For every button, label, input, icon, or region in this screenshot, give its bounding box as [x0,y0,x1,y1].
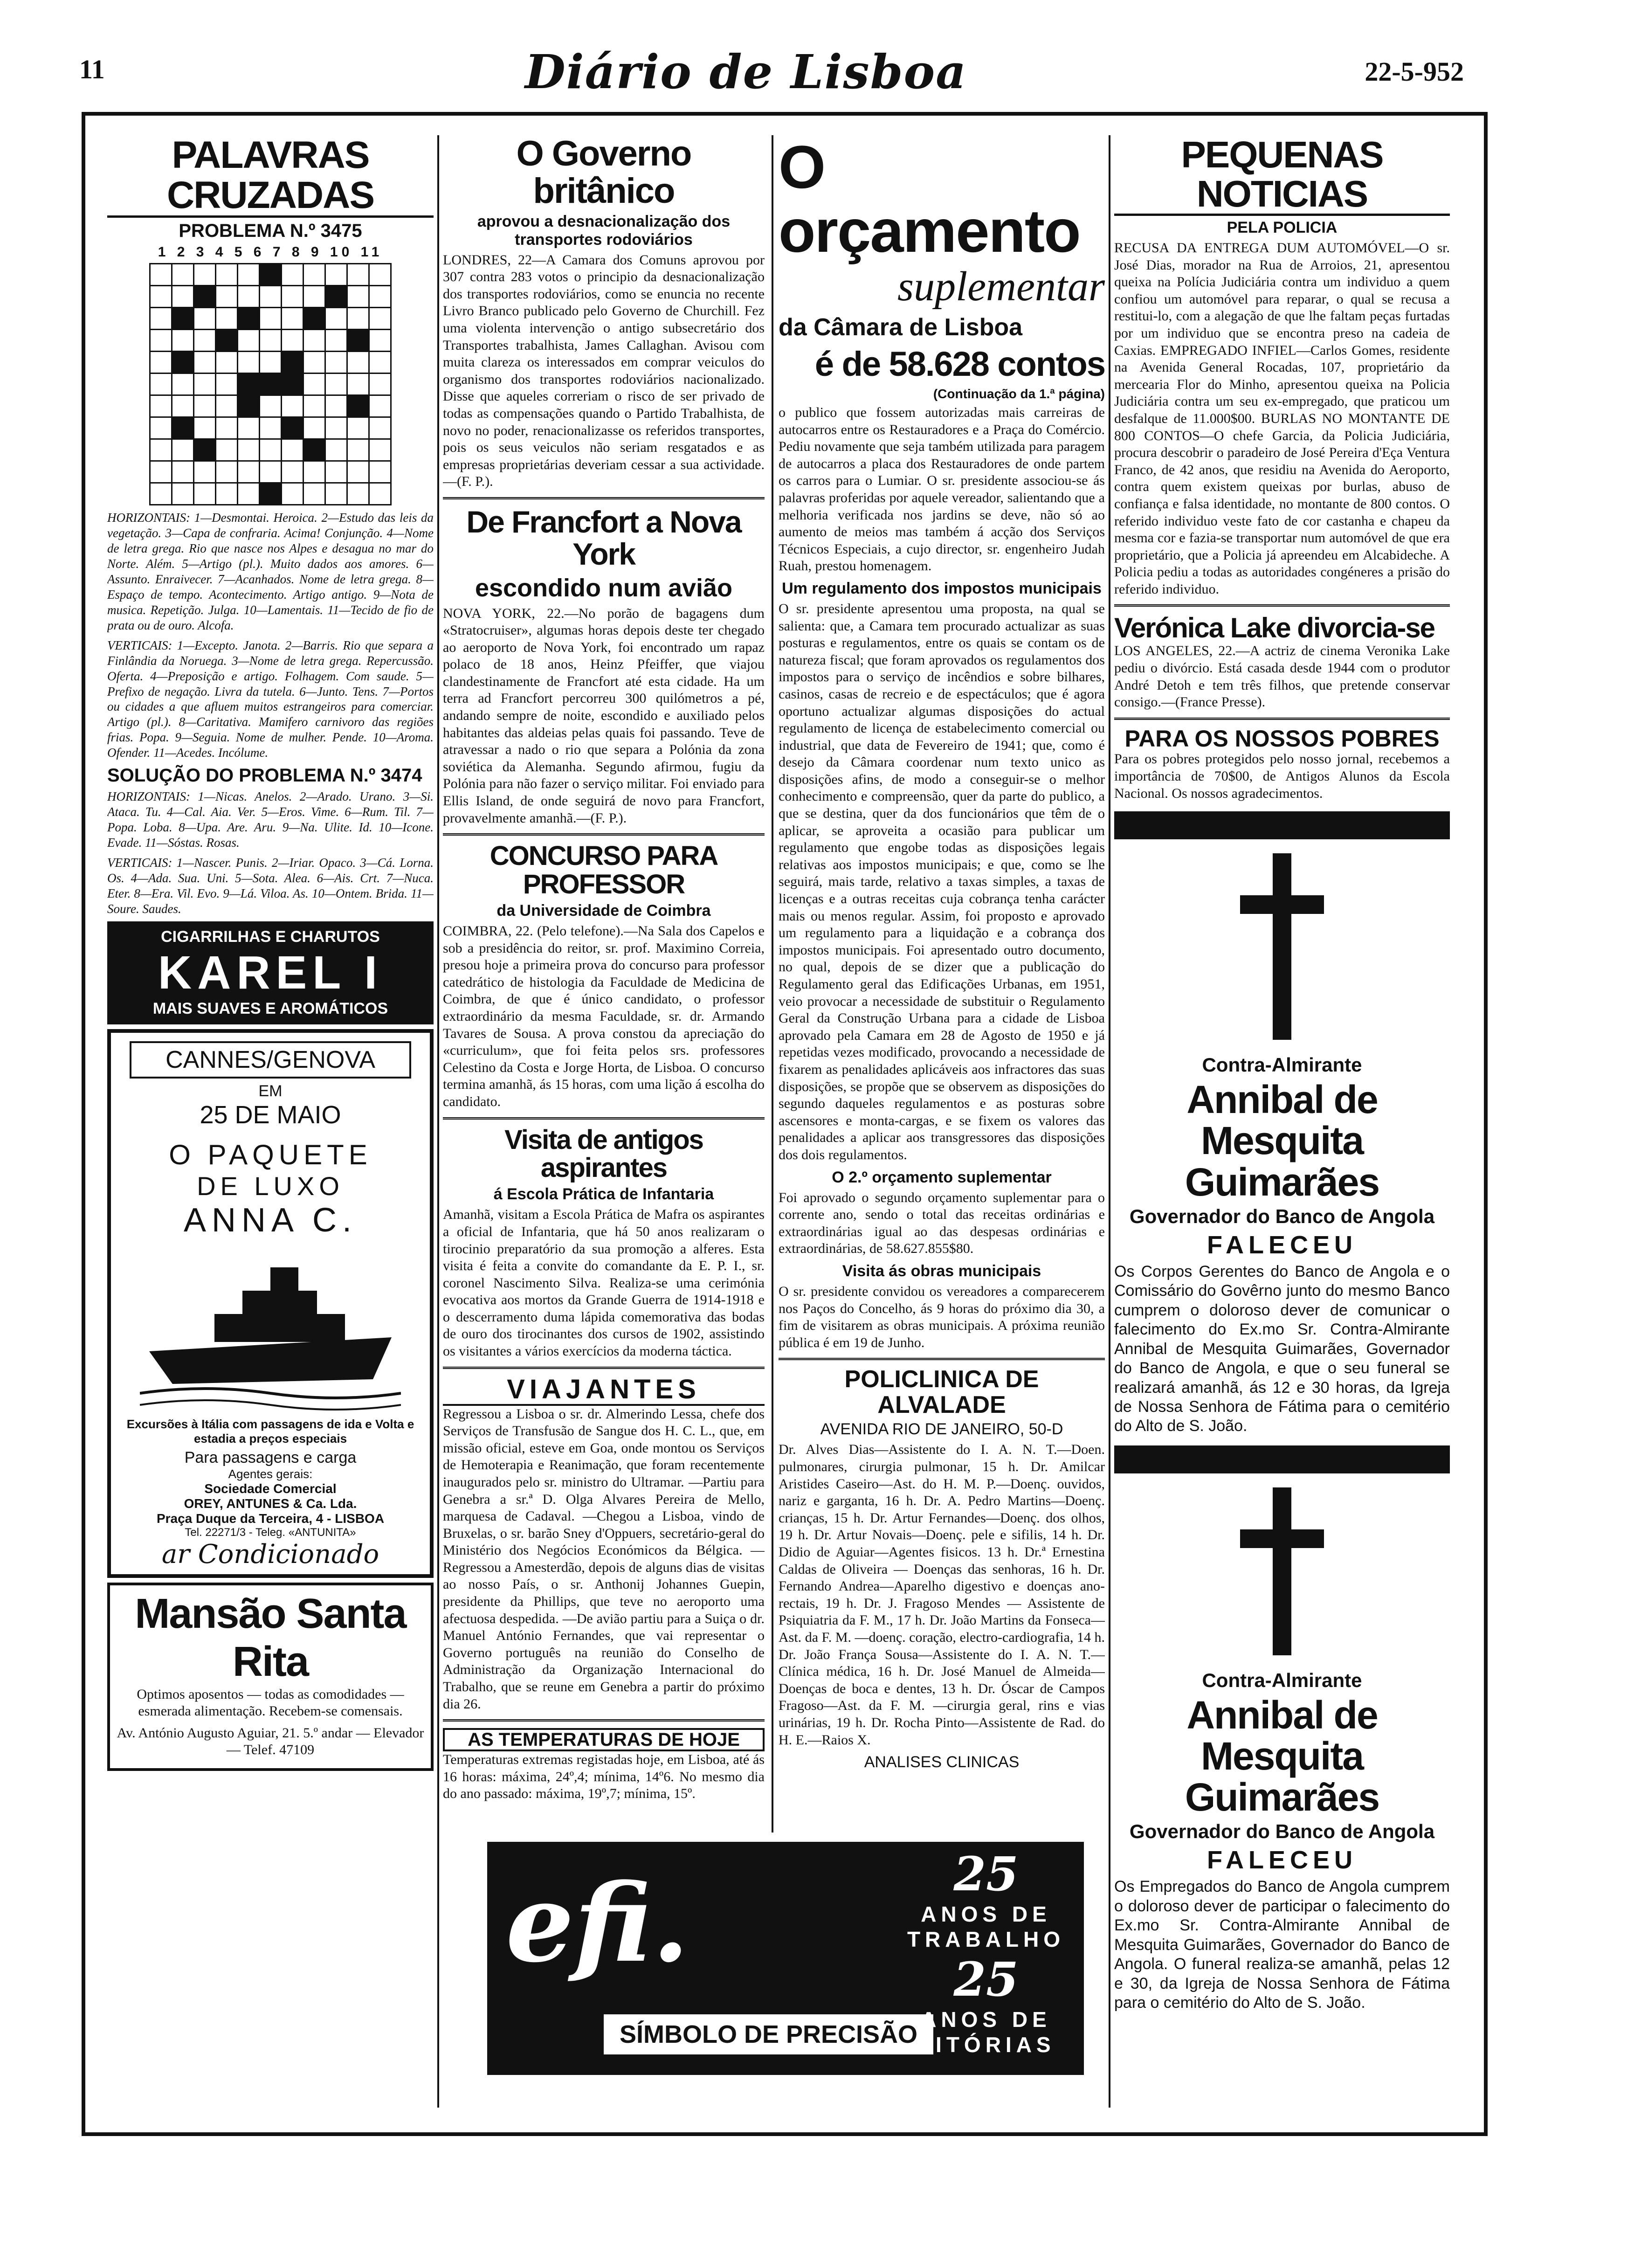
solution-horizontal: HORIZONTAIS: 1—Nicas. Anelos. 2—Arado. Urano. 3—Si. Ataca. Tu. 4—Cal. Aia. Ver. 5—Eros. Vime. 6—Rum. Til. 7—Popa. Loba. 8—Upa. Are. Aru. 9—Na. Ulite. Id. 10—Icone. Evade. 11—Sóstas. Rosas. [107,789,434,850]
section-heading: PELA POLICIA [1227,219,1338,236]
solution-title: SOLUÇÃO DO PROBLEMA N.º 3474 [107,765,422,786]
article-subtitle: aprovou a desnacionalização dos transportes rodoviários [477,212,731,249]
policlinica-body: Dr. Alves Dias—Assistente do I. A. N. T.—Doen. pulmonares, cirurgia pulmonar, 15 h. Dr. Amilcar Aristides Caseiro—Ast. do H. M. P.—Doenç. ouvidos, nariz e garganta, 16 h. Dr. A. Pedro Martins—Doenç. crianças, 15 h. Dr. Artur Fernandes—Doenç. dos olhos, 19 h. Dr. Artur Novais—Doenç. pele e sifilis, 14 h. Dr. Didio de Aguiar—Agentes fisicos. 13 h. Dr.ª Ernestina Caldas de Oliveira — Doenças das senhoras, 16 h. Dr. Fernando Andrea—Aparelho digestivo e doenças ano-rectais, 19 h. Dr. J. Fragoso Mendes — Assistente de Psiquiatria da F. M., 17 h. Dr. João Martins da Fonseca—Ast. da F. M. —doenç. coração, electro-cardiografia, 14 h. Dr. João França Sousa—Assistente do I. A. N. T.—Clínica médica, 16 h. Dr. José Manuel de Almeida—Doenças de boca e dentes, 13 h. Dr. Óscar de Campos Fragoso—Ast. da F. M. —cirurgia geral, rins e vias urinárias, 19 h. Dr. Rocha Pinto—Assistente de Rad. do H. E.—Raios X. [779,1442,1105,1748]
cannes-ad [107,1029,434,1578]
section-title: PEQUENAS NOTICIAS [1114,135,1450,216]
efi-l3: ANOS DE [921,2007,1051,2032]
karel-bottom: MAIS SUAVES E AROMÁTICOS [152,999,388,1017]
divider [443,833,765,836]
article-body: Para os pobres protegidos pelo nosso jornal, recebemos a importância de 70$00, de Antigos Alunos da Escola Nacional. Os nossos agradecimentos. [1114,751,1450,801]
article-title: VIAJANTES [443,1376,765,1406]
mansao-ad [107,1583,434,1771]
obit-role: Governador do Banco de Angola [1129,1820,1435,1843]
column-divider [1109,135,1110,2108]
efi-l1: ANOS DE [921,1902,1051,1926]
divider [443,1117,765,1120]
continuation-note: (Continuação da 1.ª página) [933,387,1105,401]
section-heading: O 2.º orçamento suplementar [832,1168,1052,1186]
column-budget [779,135,1105,1823]
solution-vertical: VERTICAIS: 1—Nascer. Punis. 2—Iriar. Opaco. 3—Cá. Lorna. Os. 4—Ada. Sua. Uni. 5—Sota. Alea. 6—Ais. Crt. 7—Nuca. Eter. 8—Era. Vil. Evo. 9—Lá. Viloa. As. 10—Ontem. Brida. 11—Soure. Saudes. [107,855,434,916]
article-subtitle: da Universidade de Coimbra [496,902,711,920]
cross-icon [1240,1487,1324,1655]
efi-l2: TRABALHO [907,1927,1065,1951]
article-body: COIMBRA, 22. (Pelo telefone).—Na Sala dos Capelos e sob a presidência do reitor, sr. prof. Maximino Correia, presou hoje a primeira prova do concurso para professor catedrático de histologia da Faculdade de Medicina de Coimbra, de que é único candidato, o professor extraordinário da mesma Faculdade, sr. dr. Armando Tavares de Sousa. A prova constou da apreciação do «curriculum», que foi feita pelos srs. professores Celestino da Costa e Jorge Horta, de Lisboa. O concurso termina amanhã, ás 15 horas, com uma lição á escolha do candidato. [443,923,765,1109]
section-heading: Visita ás obras municipais [842,1262,1041,1280]
cannes-ship-line2: DE LUXO [197,1171,344,1201]
cannes-excursions: Excursões à Itália com passagens de ida e Volta e estadia a preços especiais [126,1417,414,1445]
column-news [443,135,765,1807]
karel-top: CIGARRILHAS E CHARUTOS [161,927,380,946]
efi-l4: VITÓRIAS [917,2033,1055,2057]
cannes-company1: Sociedade Comercial [204,1481,337,1496]
obit-name2: Guimarães [1185,1775,1379,1819]
obit-name1: Annibal de Mesquita [1186,1078,1378,1163]
mourning-bar [1114,811,1450,839]
crossword-title: PALAVRAS CRUZADAS [107,135,434,218]
crossword-horizontal-clues: HORIZONTAIS: 1—Desmontai. Heroica. 2—Estudo das leis da vegetação. 3—Capa de confraria. Acima! Conjunção. 4—Nome de letra grega. Rio que nasce nos Alpes e desagua no mar do Norte. Além. 5—Artigo (pl.). Muito dados aos amores. 6—Assunto. Enraivecer. 7—Acanhados. Nome de letra grega. 8—Espaço de tempo. Acontecimento. Artigo antigo. 9—Nota de musica. Repetição. Julga. 10—Lamentais. 11—Tecido de fio de prata ou de ouro. Alcofa. [107,511,434,632]
article-title: De Francfort a Nova York [466,504,741,572]
article-body: O sr. presidente convidou os vereadores a comparecerem nos Paços do Concelho, ás 9 horas do próximo dia 30, a fim de visitarem as obras municipais. A próxima reunião pública é em 19 de Junho. [779,1283,1105,1350]
article-title: CONCURSO PARA PROFESSOR [490,841,718,900]
article-body: NOVA YORK, 22.—No porão de bagagens dum «Stratocruiser», algumas horas depois deste ter chegado ao aeroporto de Nova York, foi encontrado um rapaz polaco de 18 anos, Heinz Pfeiffer, que viajou clandestinamente de Francfort até esta cidade. Ha um terra ad Francfort percorreu 300 quilómetros a pé, andando sempre de noite, escondido e auxiliado pelos habitantes das aldeias pelas quais foi passando. Teve de atravessar a nado o rio que separa a Polónia da zona soviética da Alemanha. Segundo afirmou, fugiu da Polónia para não fazer o serviço militar. Foi enviado para Ellis Island, de onde seguirá de novo para Francfort, provavelmente amanhã.—(F. P.). [443,605,765,826]
article-body: o publico que fossem autorizadas mais carreiras de autocarros entre os Restauradores e a Praça do Comércio. Pediu novamente que seja também utilizada para paragem de autocarros a placa dos Restauradores de onde partem os carros para o Lumiar. O sr. presidente associou-se ás palavras proferidas por aquele vereador, salientando que a melhoria verificada nos jardins se deve, não só ao aumento de meios mas também á acção dos Serviços Técnicos Especiais, a cujo director, sr. engenheiro Judah Ruah, prestou homenagem. [779,405,1105,574]
column-crossword [107,135,434,1776]
article-body: O sr. presidente apresentou uma proposta, na qual se salienta: que, a Camara tem procurado actualizar as suas posturas e regulamentos, entre os quais se contam os de natureza fiscal; que foram aprovados os regulamentos dos impostos para o serviço de incêndios e sobre bilhares, casinos, casas de recreio e de espectáculos; que é agora oportuno actualizar algumas disposições do actual regulamento de licença de estabelecimento comercial ou industrial, que data de Fevereiro de 1941; que, como é desejo da Câmara coordenar num texto unico as disposições afins, de modo a conseguir-se o melhor conhecimento e compreensão, quer da parte do publico, a que se destina, quer da dos funcionários que têm de o aplicar, se aproveita a ocasião para publicar um regulamento que engobe todas as disposições legais relativas aos impostos municipais; e que, como se lhe seguirá, mais tarde, relativo a taxas simples, a taxas de licenças e a outras receitas cuja cobrança tenha carácter mais ou menos regular. Assim, foi proposto e aprovado um regulamento para a liquidação e a cobrança dos impostos municipais. Foi apresentado outro documento, no qual, depois de se dizer que a publicação do Regulamento geral das Edificações Urbanas, em 1951, veio provocar a necessidade de substituir o Regulamento Geral da Construção Urbana para a cidade de Lisboa aprovado pela Camara em 28 de Agosto de 1950 e já repetidas vezes modificado, provocando a necessidade de fixarem as penalidades aplicáveis aos infractores das suas disposições, se propõe que se observem as disposições do segundo daqueles regulamentos e as posturas sobre ascensores e monta-cargas, e se fixem os valores das penalidades a aplicar aos transgressores das disposições dos dois regulamentos. [779,601,1105,1162]
obit-faleceu: FALECEU [1207,1231,1358,1259]
mansao-address: Av. António Augusto Aguiar, 21. 5.º andar — Elevador — Telef. 47109 [117,1725,424,1758]
article-subtitle: escondido num avião [475,574,733,602]
obit-rank: Contra-Almirante [1202,1669,1362,1691]
article-title: PARA OS NOSSOS POBRES [1124,725,1440,752]
obituary-2 [1114,1445,1450,2013]
divider [443,1719,765,1722]
policlinica-address: AVENIDA RIO DE JANEIRO, 50-D [820,1420,1063,1438]
obit-faleceu: FALECEU [1207,1846,1358,1874]
article-body: Amanhã, visitam a Escola Prática de Mafra os aspirantes a oficial de Infantaria, que há 50 anos realizaram o tirocinio preparatório da sua promoção a alferes. Esta visita é feita a convite do comandante da E. P. I., sr. coronel Nascimento Silva. Realiza-se uma cerimónia evocativa aos mortos da Grande Guerra de 1914-1918 e o descerramento duma lápida comemorativa das bodas de ouro dos tirocinantes dos cursos de 1902, assistindo os visitantes a vários exercícios da moderna táctica. [443,1207,765,1359]
article-title-3: da Câmara de Lisboa [779,314,1023,341]
column-small-news [1114,135,1450,2018]
cannes-em: EM [258,1082,283,1100]
article-title-4: é de 58.628 contos [814,345,1105,383]
divider [1114,604,1450,607]
karel-ad [107,921,434,1024]
masthead [0,37,1641,107]
divider [443,497,765,499]
efi-slogan: SÍMBOLO DE PRECISÃO [604,2014,933,2054]
cannes-company2: OREY, ANTUNES & Ca. Lda. [184,1496,357,1511]
divider [779,1358,1105,1360]
cannes-tel: Tel. 22271/3 - Teleg. «ANTUNITA» [185,1526,356,1539]
column-divider [772,135,773,1832]
cannes-agents: Agentes gerais: [228,1466,313,1481]
article-title: Visita de antigos aspirantes [504,1124,703,1183]
article-body: Foi aprovado o segundo orçamento suplementar para o corrente ano, sendo o total das receitas ordinárias e extraordinárias igual ao das despesas ordinárias e extraordinárias, de 58.627.855$80. [779,1189,1105,1257]
article-title: Verónica Lake divorcia-se [1114,612,1435,644]
article-body: LONDRES, 22—A Camara dos Comuns aprovou por 307 contra 283 votos o principio da desnacionalização dos transportes rodoviários, como se enuncia no recente Livro Branco publicado pelo Governo de Churchill. Fez uma violenta intervenção o antigo subsecretário dos Transportes trabalhista, James Callaghan. Avisou com muita clareza os interessados em comprar veiculos do organismo dos transportes rodoviários nacionalizado. Disse que aqueles correriam o risco de ser privado de todas as compensações quando o Partido Trabalhista, de novo no poder, renacionalizasse os referidos transportes, pois os seus veiculos não seriam resgatados e as empresas proprietárias deveriam cessar a sua actividade.—(F. P.). [443,252,765,490]
cannes-ship-line1: O PAQUETE [169,1139,372,1170]
article-title: O Governo britânico [516,135,691,211]
crossword-numbers: 1 2 3 4 5 6 7 8 9 10 11 [158,244,383,260]
article-title: AS TEMPERATURAS DE HOJE [443,1728,765,1751]
obit-text: Os Empregados do Banco de Angola cumprem o doloroso dever de participar o falecimento do Ex.mo Sr. Contra-Almirante Annibal de Mesquita Guimarães, Governador do Banco de Angola. O funeral realiza-se amanhã, pelas 12 e 30, da Igreja de Nossa Senhora de Fátima para o cemitério do Alto de S. João. [1114,1878,1450,2012]
efi-years1: 25 [953,1846,1019,1902]
efi-logo: efi. [506,1860,689,1986]
cannes-route: CANNES/GENOVA [130,1041,411,1079]
crossword-problem: PROBLEMA N.º 3475 [179,221,362,242]
newspaper-title: Diário de Lisboa [524,44,967,99]
cannes-address: Praça Duque da Terceira, 4 - LISBOA [156,1511,385,1526]
obituary-1 [1114,811,1450,1436]
mourning-bar [1114,1445,1450,1473]
article-body: LOS ANGELES, 22.—A actriz de cinema Veronika Lake pediu o divórcio. Está casada desde 1944 com o produtor André Detoh e tem três filhos, que pretende conservar consigo.—(France Presse). [1114,643,1450,710]
section-heading: Um regulamento dos impostos municipais [782,579,1102,597]
article-body: Regressou a Lisboa o sr. dr. Almerindo Lessa, chefe dos Serviços de Transfusão de Sangue dos H. C. L., que, em missão oficial, esteve em Goa, onde montou os Serviços de Hemoterapia e Reanimação, que foram recentemente inaugurados pelo sr. ministro do Ultramar. —Partiu para Genebra a sr.ª D. Olga Alvares Pereira de Mello, marquesa de Cadaval. —Chegou a Lisboa, vindo de Bruxelas, o sr. barão Sney d'Oppuers, secretário-geral do Ministério dos Negócios Económicos da Bélgica. —Regressou a Amesterdão, depois de alguns dias de visitas ao nosso País, o sr. Anthonij Johannes Guepin, presidente da Phillips, que teve no aeroporto uma afectuosa despedida. —De avião partiu para a Suiça o dr. Manuel António Fernandes, que vai representar o Governo português na reunião do Conselho de Administração da Organização Internacional do Trabalho, que se reune em Genebra a partir do próximo dia 26. [443,1406,765,1712]
article-title-2: suplementar [897,263,1105,310]
cannes-ship-name: ANNA C. [183,1201,358,1239]
article-title: O orçamento [779,135,1080,265]
divider [1114,718,1450,720]
efi-years-block [897,1846,1075,2057]
obit-role: Governador do Banco de Angola [1129,1205,1435,1227]
divider [443,1367,765,1369]
column-divider [437,135,439,2108]
mansao-title: Mansão Santa Rita [135,1590,406,1685]
article-subtitle: á Escola Prática de Infantaria [493,1185,714,1203]
ship-illustration [140,1244,401,1412]
policlinica-footer: ANALISES CLINICAS [864,1753,1020,1771]
page-number: 11 [79,54,105,84]
policlinica-title: POLICLINICA DE ALVALADE [844,1366,1039,1418]
obit-rank: Contra-Almirante [1202,1054,1362,1076]
cannes-ac: ar Condicionado [161,1539,379,1570]
obit-name1: Annibal de Mesquita [1186,1693,1378,1778]
crossword-vertical-clues: VERTICAIS: 1—Excepto. Janota. 2—Barris. Rio que separa a Finlândia da Noruega. 3—Nome de letra grega. Repercussão. Oferta. 4—Preposição e artigo. Folhagem. Com saude. 5—Prefixo de negação. Livra da tutela. 6—Junto. Tens. 7—Portos ou cidades a que afluem muitos estrangeiros para comerciar. Artigo (pl.). 8—Caritativa. Mamifero carnivoro das regiões frias. Popa. 9—Seguia. Nome de mulher. Pende. 10—Aroma. Ofender. 11—Acedes. Incólume. [107,638,434,760]
cross-icon [1240,853,1324,1040]
mansao-text: Optimos aposentos — todas as comodidades — esmerada alimentação. Recebem-se comensais. [137,1686,404,1719]
crossword-grid [149,263,392,505]
article-body: Temperaturas extremas registadas hoje, em Lisboa, até ás 16 horas: máxima, 24º,4; mínima, 14º6. No mesmo dia do ano passado: máxima, 19º,7; mínima, 15º. [443,1752,765,1802]
efi-years2: 25 [953,1952,1019,2007]
karel-name: KAREL I [158,946,383,999]
obit-name2: Guimarães [1185,1160,1379,1204]
cannes-cargo: Para passagens e carga [184,1448,357,1466]
article-body: RECUSA DA ENTREGA DUM AUTOMÓVEL—O sr. José Dias, morador na Rua de Arroios, 21, apresentou queixa na Polícia Judiciária contra um individuo a quem confiou um automóvel para reparar, o qual se recusa a restitui-lo, com a alegação de que lhe faltam peças furtadas por um individuo que se encontra preso na cadeia de Caxias. EMPREGADO INFIEL—Carlos Gomes, residente na Avenida General Rocadas, 107, proprietário da mercearia Flor do Minho, apresentou queixa na Policia Judiciária contra um seu ex-empregado, que praticou um desfalque de 11.000$00. BURLAS NO MONTANTE DE 800 CONTOS—O chefe Garcia, da Policia Judiciária, procura descobrir o paradeiro de José Pereira d'Eça Ventura Franco, de 42 anos, que residiu na Avenida do Aeroporto, contra quem existem queixas por burlas, abuso de confiança e falsa identidade, no montante de 800 contos. O referido individuo veste fato de cor castanha e chapeu da mesma cor e fazia-se transportar num automóvel de que era proprietário, que a Policia já apreendeu em Alcabideche. A Policia pediu a todas as autoridades congéneres a prisão do referido individuo. [1114,240,1450,597]
issue-date: 22-5-952 [1365,56,1464,87]
efi-banner-ad [487,1842,1084,2075]
obit-text: Os Corpos Gerentes do Banco de Angola e o Comissário do Govêrno junto do mesmo Banco cumprem o doloroso dever de comunicar o falecimento do Ex.mo Sr. Contra-Almirante Annibal de Mesquita Guimarães, Governador do Banco de Angola, e que o seu funeral se realizará amanhã, ás 12 e 30 horas, da Igreja de Nossa Senhora de Fátima para o cemitério do Alto de S. João. [1114,1262,1450,1435]
cannes-date: 25 DE MAIO [200,1100,341,1129]
